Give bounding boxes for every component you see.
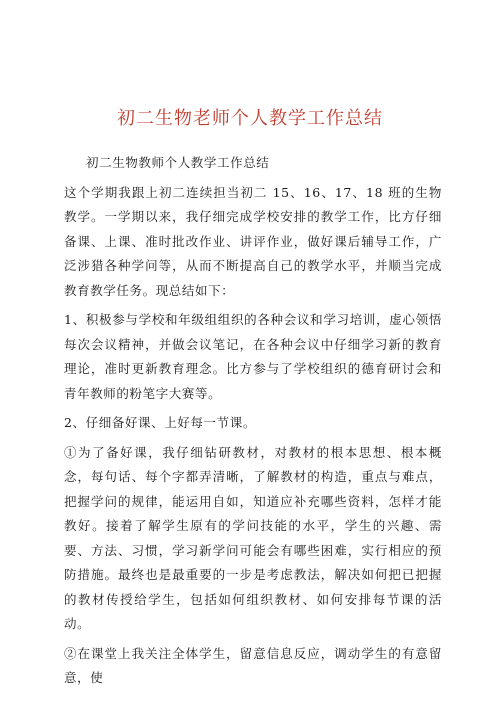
paragraph-item-1: 1、积极参与学校和年级组组织的各种会议和学习培训，虚心领悟每次会议精神，并做会议笔记，在各种会议中仔细学习新的教育理论，准时更新教育理念。比方参与了学校组织的德育研讨会和青年教师的粉笔字大赛等。 — [64, 312, 442, 401]
document-body — [64, 151, 442, 696]
paragraph-item-2: 2、仔细备好课、上好每一节课。 — [64, 415, 256, 430]
paragraph-intro: 这个学期我跟上初二连续担当初二 15、16、17、18 班的生物教学。一学期以来，我仔细完成学校安排的教学工作，比方仔细备课、上课、准时批改作业、讲评作业，做好课后辅导工作，广泛涉猎各种学问等，从而不断提高自己的教学水平，并顺当完成教育教学任务。现总结如下： — [64, 184, 442, 298]
paragraph-item-2-2: ②在课堂上我关注全体学生，留意信息反应，调动学生的有意留意，使 — [64, 645, 442, 685]
paragraph-item-2-1: ①为了备好课，我仔细钻研教材，对教材的根本思想、根本概念，每句话、每个字都弄清晰，了解教材的构造，重点与难点，把握学问的规律，能运用自如，知道应补充哪些资料，怎样才能教好。接着了解学生原有的学问技能的水平，学生的兴趣、需要、方法、习惯，学习新学问可能会有哪些困难，实行相应的预防措施。最终也是最重要的一步是考虑教法，解决如何把已把握的教材传授给学生，包括如何组织教材、如何安排每节课的活动。 — [64, 444, 442, 631]
document-title: 初二生物老师个人教学工作总结 — [117, 108, 383, 129]
document-subtitle: 初二生物教师个人教学工作总结 — [86, 155, 270, 170]
